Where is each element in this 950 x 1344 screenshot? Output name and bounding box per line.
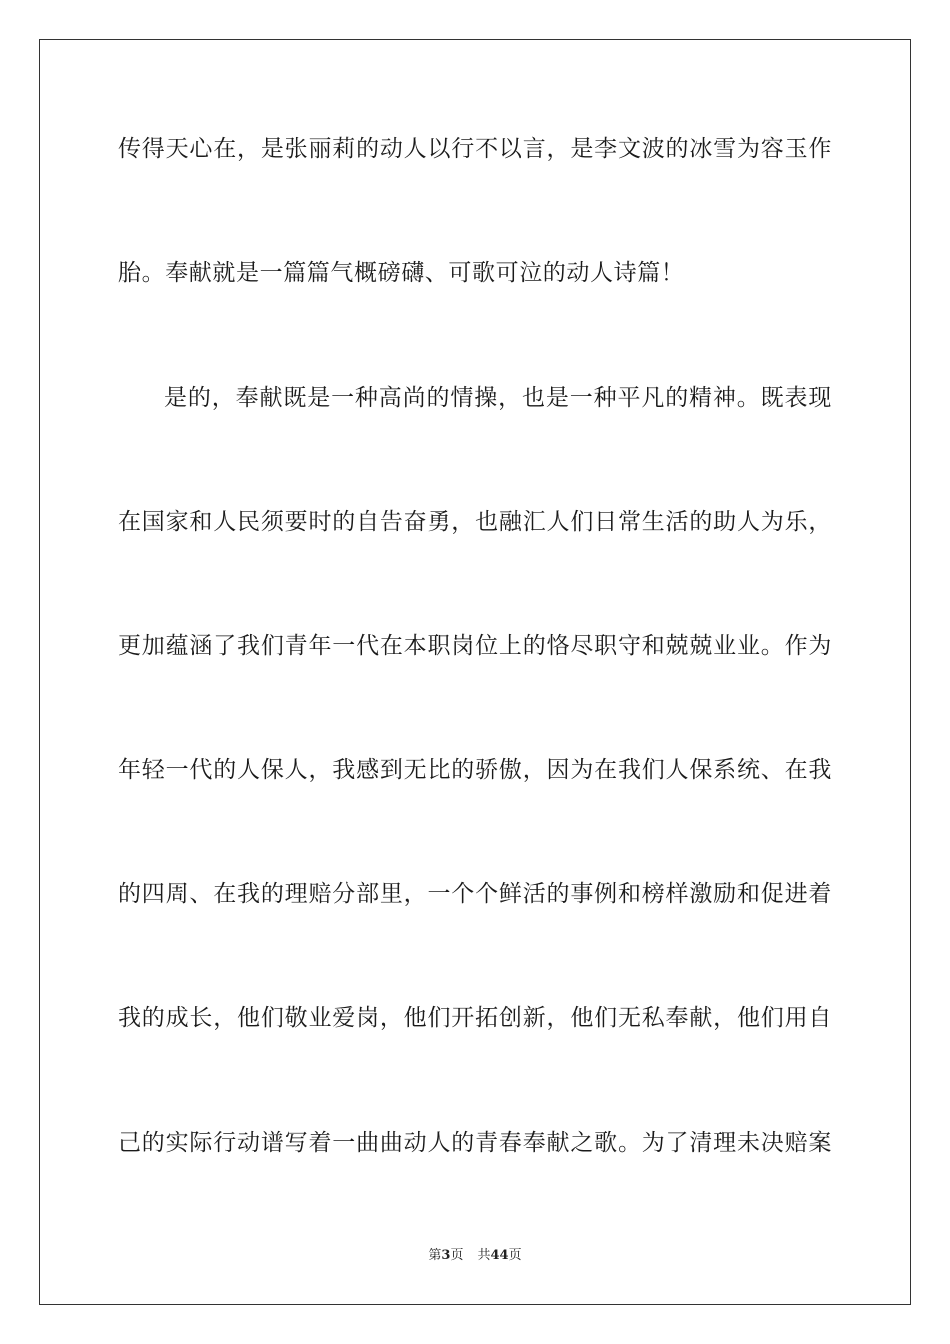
body-text-line-4: 在国家和人民须要时的自告奋勇，也融汇人们日常生活的助人为乐，: [118, 509, 832, 535]
body-text-line-2: 胎。奉献就是一篇篇气概磅礴、可歌可泣的动人诗篇！: [118, 260, 685, 286]
page-border: [39, 39, 911, 1305]
body-text-line-3: 是的，奉献既是一种高尚的情操，也是一种平凡的精神。既表现: [164, 385, 832, 411]
body-text-line-9: 己的实际行动谱写着一曲曲动人的青春奉献之歌。为了清理未决赔案: [118, 1130, 832, 1156]
body-text-line-1: 传得天心在，是张丽莉的动人以行不以言，是李文波的冰雪为容玉作: [118, 136, 832, 162]
page-suffix: 页: [450, 1248, 464, 1263]
page-prefix: 第: [428, 1248, 442, 1263]
total-prefix: 共: [477, 1248, 491, 1263]
body-text-line-8: 我的成长，他们敬业爱岗，他们开拓创新，他们无私奉献，他们用自: [118, 1005, 832, 1031]
total-pages: 44: [490, 1248, 509, 1263]
page-number: 3: [441, 1248, 451, 1263]
body-text-line-5: 更加蕴涵了我们青年一代在本职岗位上的恪尽职守和兢兢业业。作为: [118, 633, 832, 659]
body-text-line-6: 年轻一代的人保人，我感到无比的骄傲，因为在我们人保系统、在我: [118, 757, 832, 783]
total-suffix: 页: [508, 1248, 522, 1263]
body-text-line-7: 的四周、在我的理赔分部里，一个个鲜活的事例和榜样激励和促进着: [118, 881, 832, 907]
page-footer: [0, 1247, 950, 1265]
